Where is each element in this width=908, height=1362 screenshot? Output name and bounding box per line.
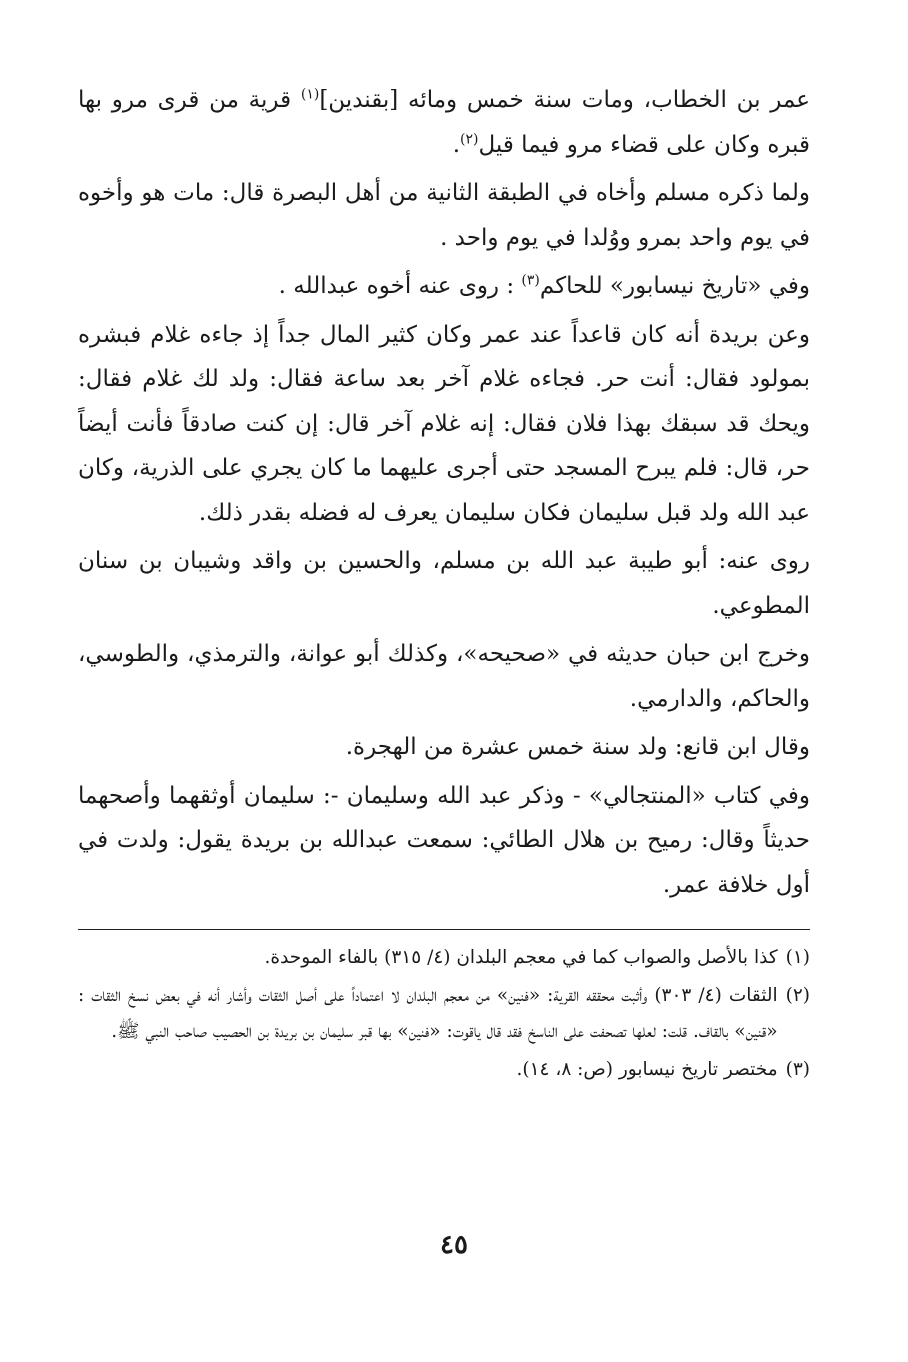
footnote-1: [78, 940, 810, 977]
paragraph-6: وخرج ابن حبان حديثه في «صحيحه»، وكذلك أبو عوانة، والترمذي، والطوسي، والحاكم، والدارمي.: [78, 641, 811, 712]
footnote-text: الثقات (٤/ ٣٠٣) وأثبت محققه القرية: «فنين» من معجم البلدان لا اعتماداً على أصل الثقات وأشار أنه في بعض نسخ الثقات : «قنين» بالقاف. قلت: لعلها تصحفت على الناسخ فقد قال ياقوت: «فنين» بها قبر سليمان بن بريدة بن الحصيب صاحب النبي ﷺ.: [78, 984, 778, 1042]
paragraph-3: [78, 264, 810, 309]
footnote-2: [78, 978, 810, 1051]
footnote-number: (١): [785, 947, 810, 968]
footnote-text: كذا بالأصل والصواب كما في معجم البلدان (٤/ ٣١٥) بالفاء الموحدة.: [264, 947, 778, 968]
paragraph-1-part-a: عمر بن الخطاب، ومات سنة خمس ومائه [بقندين]: [319, 87, 810, 113]
paragraph-8: وفي كتاب «المنتجالي» - وذكر عبد الله وسليمان -: سليمان أوثقهما وأصحهما حديثاً وقال: رميح بن هلال الطائي: سمعت عبدالله بن بريدة يقول: ولدت في أول خلافة عمر.: [78, 782, 810, 898]
paragraph-7: وقال ابن قانع: ولد سنة خمس عشرة من الهجرة.: [345, 734, 810, 760]
footnote-number: (٢): [785, 984, 810, 1006]
paragraph-5: روى عنه: أبو طيبة عبد الله بن مسلم، والحسين بن واقد وشيبان بن سنان المطوعي.: [78, 548, 810, 619]
paragraph-1-part-b: قرية من قرى مرو بها قبره وكان على قضاء مرو فيما قيل: [78, 87, 810, 158]
paragraph-1-part-c: .: [452, 131, 461, 158]
footnote-ref-3[interactable]: (٣): [521, 272, 540, 289]
main-text: [78, 78, 810, 911]
footnote-number: (٣): [785, 1058, 810, 1080]
paragraph-2: ولما ذكره مسلم وأخاه في الطبقة الثانية من أهل البصرة قال: مات هو وأخوه في يوم واحد بمرو ووُلدا في يوم واحد .: [78, 180, 810, 251]
paragraph-3-part-a: وفي «تاريخ نيسابور» للحاكم: [539, 273, 810, 299]
footnote-3: [78, 1052, 810, 1089]
paragraph-4: وعن بريدة أنه كان قاعداً عند عمر وكان كثير المال جداً إذ جاءه غلام فبشره بمولود فقال: أنت حر. فجاءه غلام آخر بعد ساعة فقال: ولد لك غلام فقال: ويحك قد سبقك بهذا فلان فقال: إنه غلام آخر قال: إن كنت صادقاً فأنت أيضاً حر، قال: فلم يبرح المسجد حتى أجرى عليهما ما كان يجري على الذرية، وكان عبد الله ولد قبل سليمان فكان سليمان يعرف له فضله بقدر ذلك.: [78, 321, 810, 526]
footnote-separator: [78, 929, 810, 930]
footnote-ref-1[interactable]: (١): [300, 86, 320, 103]
paragraph-3-part-b: : روى عنه أخوه عبدالله .: [278, 273, 522, 299]
footnote-ref-2[interactable]: (٢): [460, 130, 479, 147]
page-number: ٤٥: [440, 1230, 468, 1260]
footnote-text: مختصر تاريخ نيسابور (ص: ٨، ١٤).: [516, 1058, 778, 1080]
footnotes: [78, 940, 810, 1089]
paragraph-1: [78, 78, 810, 167]
